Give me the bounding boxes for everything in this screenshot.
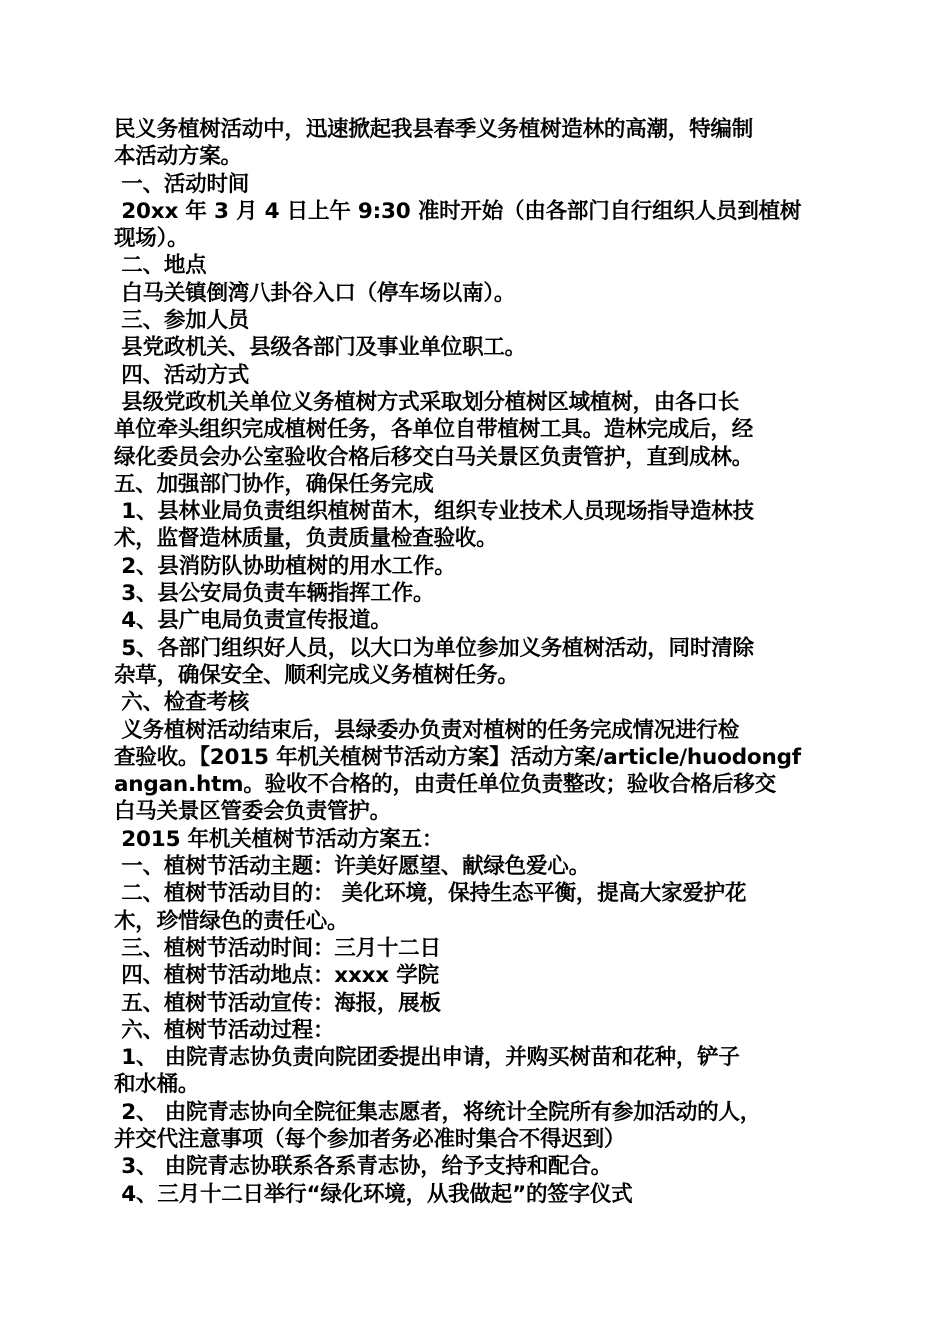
text-line: 绿化委员会办公室验收合格后移交白马关景区负责管护，直到成林。 <box>114 444 754 470</box>
text-line: 杂草，确保安全、顺利完成义务植树任务。 <box>114 662 519 688</box>
text-line: 三、植树节活动时间：三月十二日 <box>114 935 441 961</box>
text-line: 白马关景区管委会负责管护。 <box>114 799 391 825</box>
section-heading: 六、检查考核 <box>114 690 250 716</box>
text-line: 木，珍惜绿色的责任心。 <box>114 908 349 934</box>
text-line: 3、 由院青志协联系各系青志协，给予支持和配合。 <box>114 1154 612 1180</box>
text-line: 一、植树节活动主题：许美好愿望、献绿色爱心。 <box>114 854 590 880</box>
text-line: 二、植树节活动目的： 美化环境，保持生态平衡，提高大家爱护花 <box>114 881 747 907</box>
section-heading: 三、参加人员 <box>114 308 250 334</box>
text-line: 民义务植树活动中，迅速掀起我县春季义务植树造林的高潮，特编制 <box>114 117 754 142</box>
text-line: 20xx 年 3 月 4 日上午 9:30 准时开始（由各部门自行组织人员到植树 <box>114 198 802 224</box>
text-line: 3、县公安局负责车辆指挥工作。 <box>114 581 435 607</box>
text-line: 5、各部门组织好人员，以大口为单位参加义务植树活动，同时清除 <box>114 635 754 661</box>
text-line: 1、县林业局负责组织植树苗木，组织专业技术人员现场指导造林技 <box>114 499 754 525</box>
text-line: 白马关镇倒湾八卦谷入口（停车场以南）。 <box>114 280 516 306</box>
text-line: 术，监督造林质量，负责质量检查验收。 <box>114 526 498 552</box>
text-line: 2、县消防队协助植树的用水工作。 <box>114 553 456 579</box>
text-line: 五、植树节活动宣传：海报，展板 <box>114 990 441 1016</box>
text-line: 和水桶。 <box>114 1072 200 1098</box>
text-line: 查验收。【2015 年机关植树节活动方案】活动方案/article/huodongf <box>114 744 801 770</box>
section-heading: 五、加强部门协作，确保任务完成 <box>114 471 434 497</box>
text-line: 义务植树活动结束后，县绿委办负责对植树的任务完成情况进行检 <box>114 717 739 743</box>
text-line: 现场）。 <box>114 226 189 252</box>
section-heading: 2015 年机关植树节活动方案五： <box>114 826 444 852</box>
document-body <box>114 116 840 1208</box>
text-line: 2、 由院青志协向全院征集志愿者，将统计全院所有参加活动的人， <box>114 1099 762 1125</box>
text-line: 六、植树节活动过程： <box>114 1017 335 1043</box>
text-line: 四、植树节活动地点：xxxx 学院 <box>114 963 439 989</box>
text-line: 4、三月十二日举行“绿化环境，从我做起”的签字仪式 <box>114 1181 633 1207</box>
section-heading: 四、活动方式 <box>114 362 250 388</box>
text-line: 县党政机关、县级各部门及事业单位职工。 <box>114 335 526 361</box>
text-line: 并交代注意事项（每个参加者务必准时集合不得迟到） <box>114 1126 626 1152</box>
text-line: 1、 由院青志协负责向院团委提出申请，并购买树苗和花种，铲子 <box>114 1045 740 1071</box>
text-line: angan.htm。验收不合格的，由责任单位负责整改；验收合格后移交 <box>114 772 776 798</box>
text-line: 单位牵头组织完成植树任务，各单位自带植树工具。造林完成后，经 <box>114 417 754 443</box>
section-heading: 一、活动时间 <box>114 171 250 197</box>
text-line: 本活动方案。 <box>114 144 242 170</box>
text-line: 县级党政机关单位义务植树方式采取划分植树区域植树，由各口长 <box>114 389 739 415</box>
section-heading: 二、地点 <box>114 253 207 279</box>
text-line: 4、县广电局负责宣传报道。 <box>114 608 392 634</box>
